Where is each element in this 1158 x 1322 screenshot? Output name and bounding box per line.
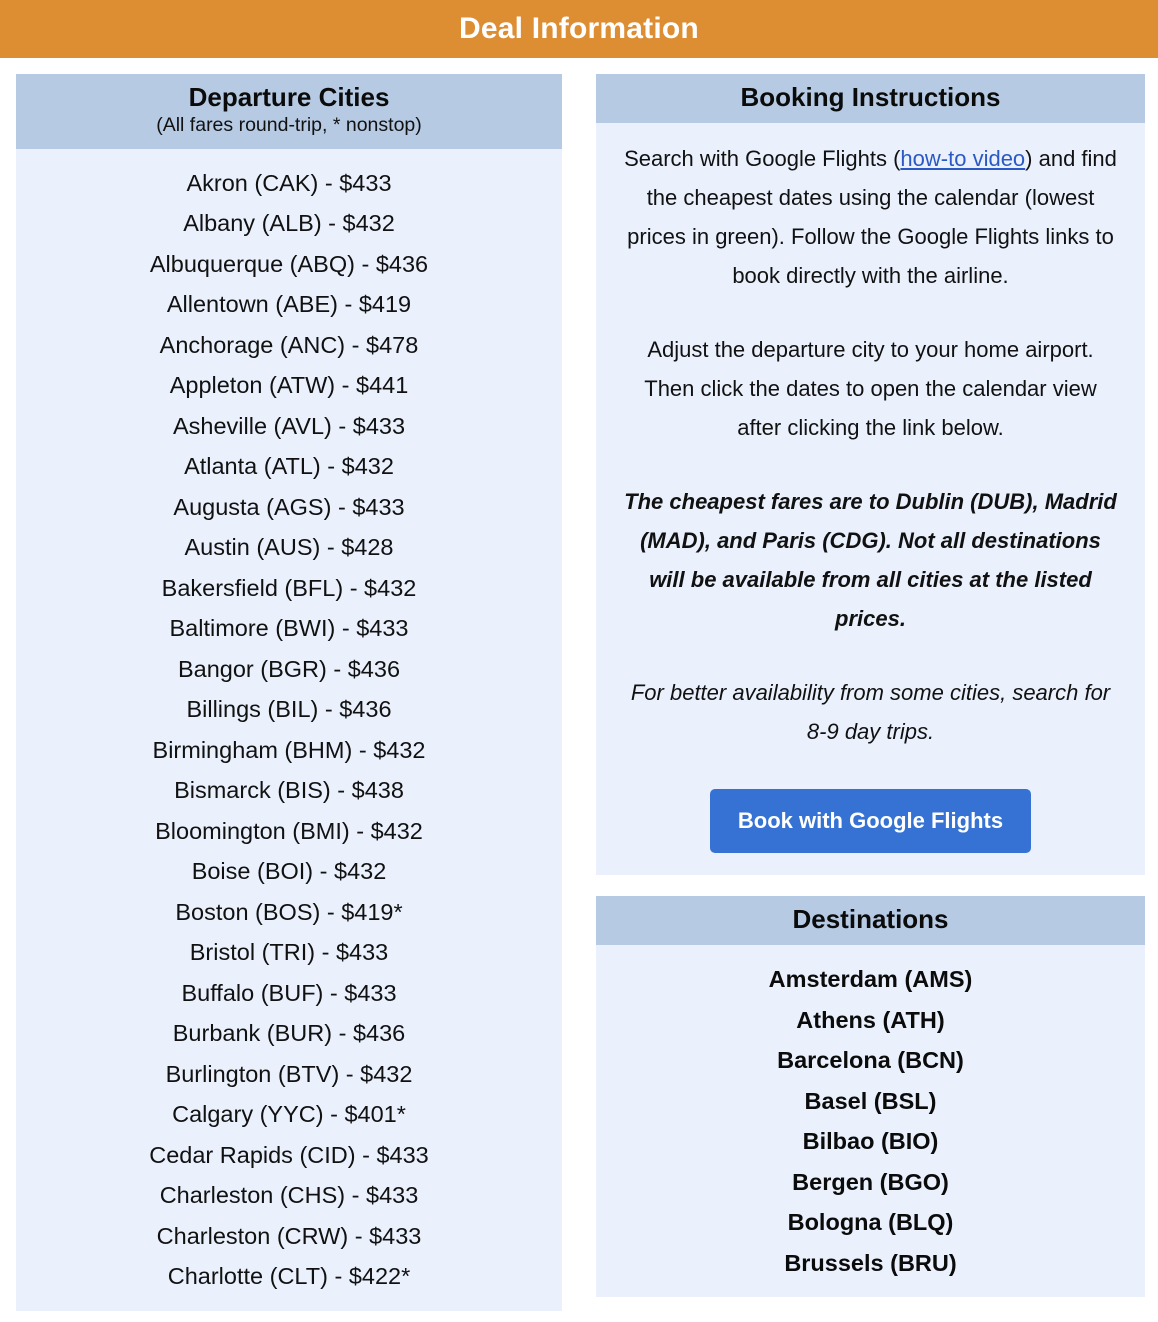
destinations-list <box>608 959 1133 1283</box>
departure-city-item: Albuquerque (ABQ) - $436 <box>149 250 429 277</box>
departure-city-item: Austin (AUS) - $428 <box>184 534 394 560</box>
destination-item: Bologna (BLQ) <box>787 1209 954 1236</box>
departure-city-item: Augusta (AGS) - $433 <box>173 493 405 520</box>
departure-cities-card <box>16 74 562 1311</box>
departure-city-item: Bloomington (BMI) - $432 <box>155 817 423 844</box>
destination-item: Barcelona (BCN) <box>777 1047 964 1074</box>
departure-city-item: Boston (BOS) - $419* <box>175 898 403 925</box>
destination-item: Bilbao (BIO) <box>802 1128 939 1155</box>
destination-item: Bergen (BGO) <box>792 1168 949 1195</box>
page-title: Deal Information <box>459 12 699 45</box>
departure-city-item: Burlington (BTV) - $432 <box>165 1060 413 1087</box>
destinations-title: Destinations <box>792 904 949 935</box>
departure-city-item: Allentown (ABE) - $419 <box>166 291 412 317</box>
instructions-availability-note: For better availability from some cities, search for 8-9 day trips. <box>630 680 1111 745</box>
instructions-paragraph-2: Adjust the departure city to your home airport. Then click the dates to open the calendar view after clicking the link below. <box>644 337 1097 441</box>
departure-city-item: Buffalo (BUF) - $433 <box>181 979 397 1006</box>
departure-city-item: Appleton (ATW) - $441 <box>169 372 409 398</box>
booking-instructions-header <box>596 74 1145 123</box>
booking-instructions-body <box>596 123 1145 875</box>
departure-city-item: Birmingham (BHM) - $432 <box>152 736 426 763</box>
departure-cities-body <box>16 149 562 1311</box>
booking-instructions-card <box>596 74 1145 875</box>
destinations-header <box>596 896 1145 945</box>
destination-item: Athens (ATH) <box>796 1006 945 1033</box>
departure-city-item: Atlanta (ATL) - $432 <box>184 453 394 479</box>
departure-city-item: Baltimore (BWI) - $433 <box>169 615 409 641</box>
departure-city-item: Bristol (TRI) - $433 <box>189 939 389 965</box>
destinations-body <box>596 945 1145 1297</box>
departure-city-item: Akron (CAK) - $433 <box>186 169 392 196</box>
card-spacer <box>596 875 1145 896</box>
destination-item: Amsterdam (AMS) <box>768 966 973 993</box>
departure-city-item: Billings (BIL) - $436 <box>186 696 392 722</box>
departure-cities-subtitle: (All fares round-trip, * nonstop) <box>156 114 422 137</box>
content-columns <box>0 58 1158 1322</box>
right-column <box>596 74 1145 1297</box>
departure-city-item: Charleston (CRW) - $433 <box>156 1222 422 1249</box>
departure-city-item: Anchorage (ANC) - $478 <box>159 331 419 358</box>
departure-city-item: Calgary (YYC) - $401* <box>172 1101 406 1127</box>
how-to-video-link[interactable]: how-to video <box>900 146 1026 172</box>
departure-city-item: Boise (BOI) - $432 <box>191 858 387 884</box>
book-button-wrapper <box>621 789 1120 853</box>
departure-city-item: Burbank (BUR) - $436 <box>172 1020 406 1046</box>
departure-city-item: Bangor (BGR) - $436 <box>177 655 401 682</box>
departure-city-item: Bakersfield (BFL) - $432 <box>161 574 417 601</box>
instructions-text-before-link: Search with Google Flights ( <box>624 146 901 172</box>
departure-city-item: Bismarck (BIS) - $438 <box>174 777 404 803</box>
departure-city-item: Asheville (AVL) - $433 <box>172 412 406 439</box>
departure-city-item: Cedar Rapids (CID) - $433 <box>149 1141 429 1168</box>
instructions-text-after-link: ) and find the cheapest dates using the calendar (lowest prices in green). Follow the Google Flights links to book directly with the airline. <box>627 146 1117 289</box>
deal-information-header <box>0 0 1158 58</box>
departure-cities-title: Departure Cities <box>188 82 390 112</box>
destination-item: Brussels (BRU) <box>784 1249 957 1276</box>
instructions-emphasis-note: The cheapest fares are to Dublin (DUB), Madrid (MAD), and Paris (CDG). Not all destinations will be available from all cities at the listed prices. <box>624 489 1117 632</box>
booking-instructions-title: Booking Instructions <box>740 82 1001 112</box>
destination-item: Basel (BSL) <box>804 1087 937 1114</box>
book-with-google-flights-button[interactable]: Book with Google Flights <box>710 789 1031 853</box>
departure-city-item: Albany (ALB) - $432 <box>183 210 395 236</box>
instructions-paragraph-1 <box>621 139 1120 295</box>
departure-city-item: Charlotte (CLT) - $422* <box>167 1263 411 1289</box>
departure-cities-header <box>16 74 562 149</box>
departure-cities-list <box>28 163 550 1297</box>
departure-cities-column <box>16 74 562 1311</box>
destinations-card <box>596 896 1145 1297</box>
departure-city-item: Charleston (CHS) - $433 <box>159 1182 419 1208</box>
